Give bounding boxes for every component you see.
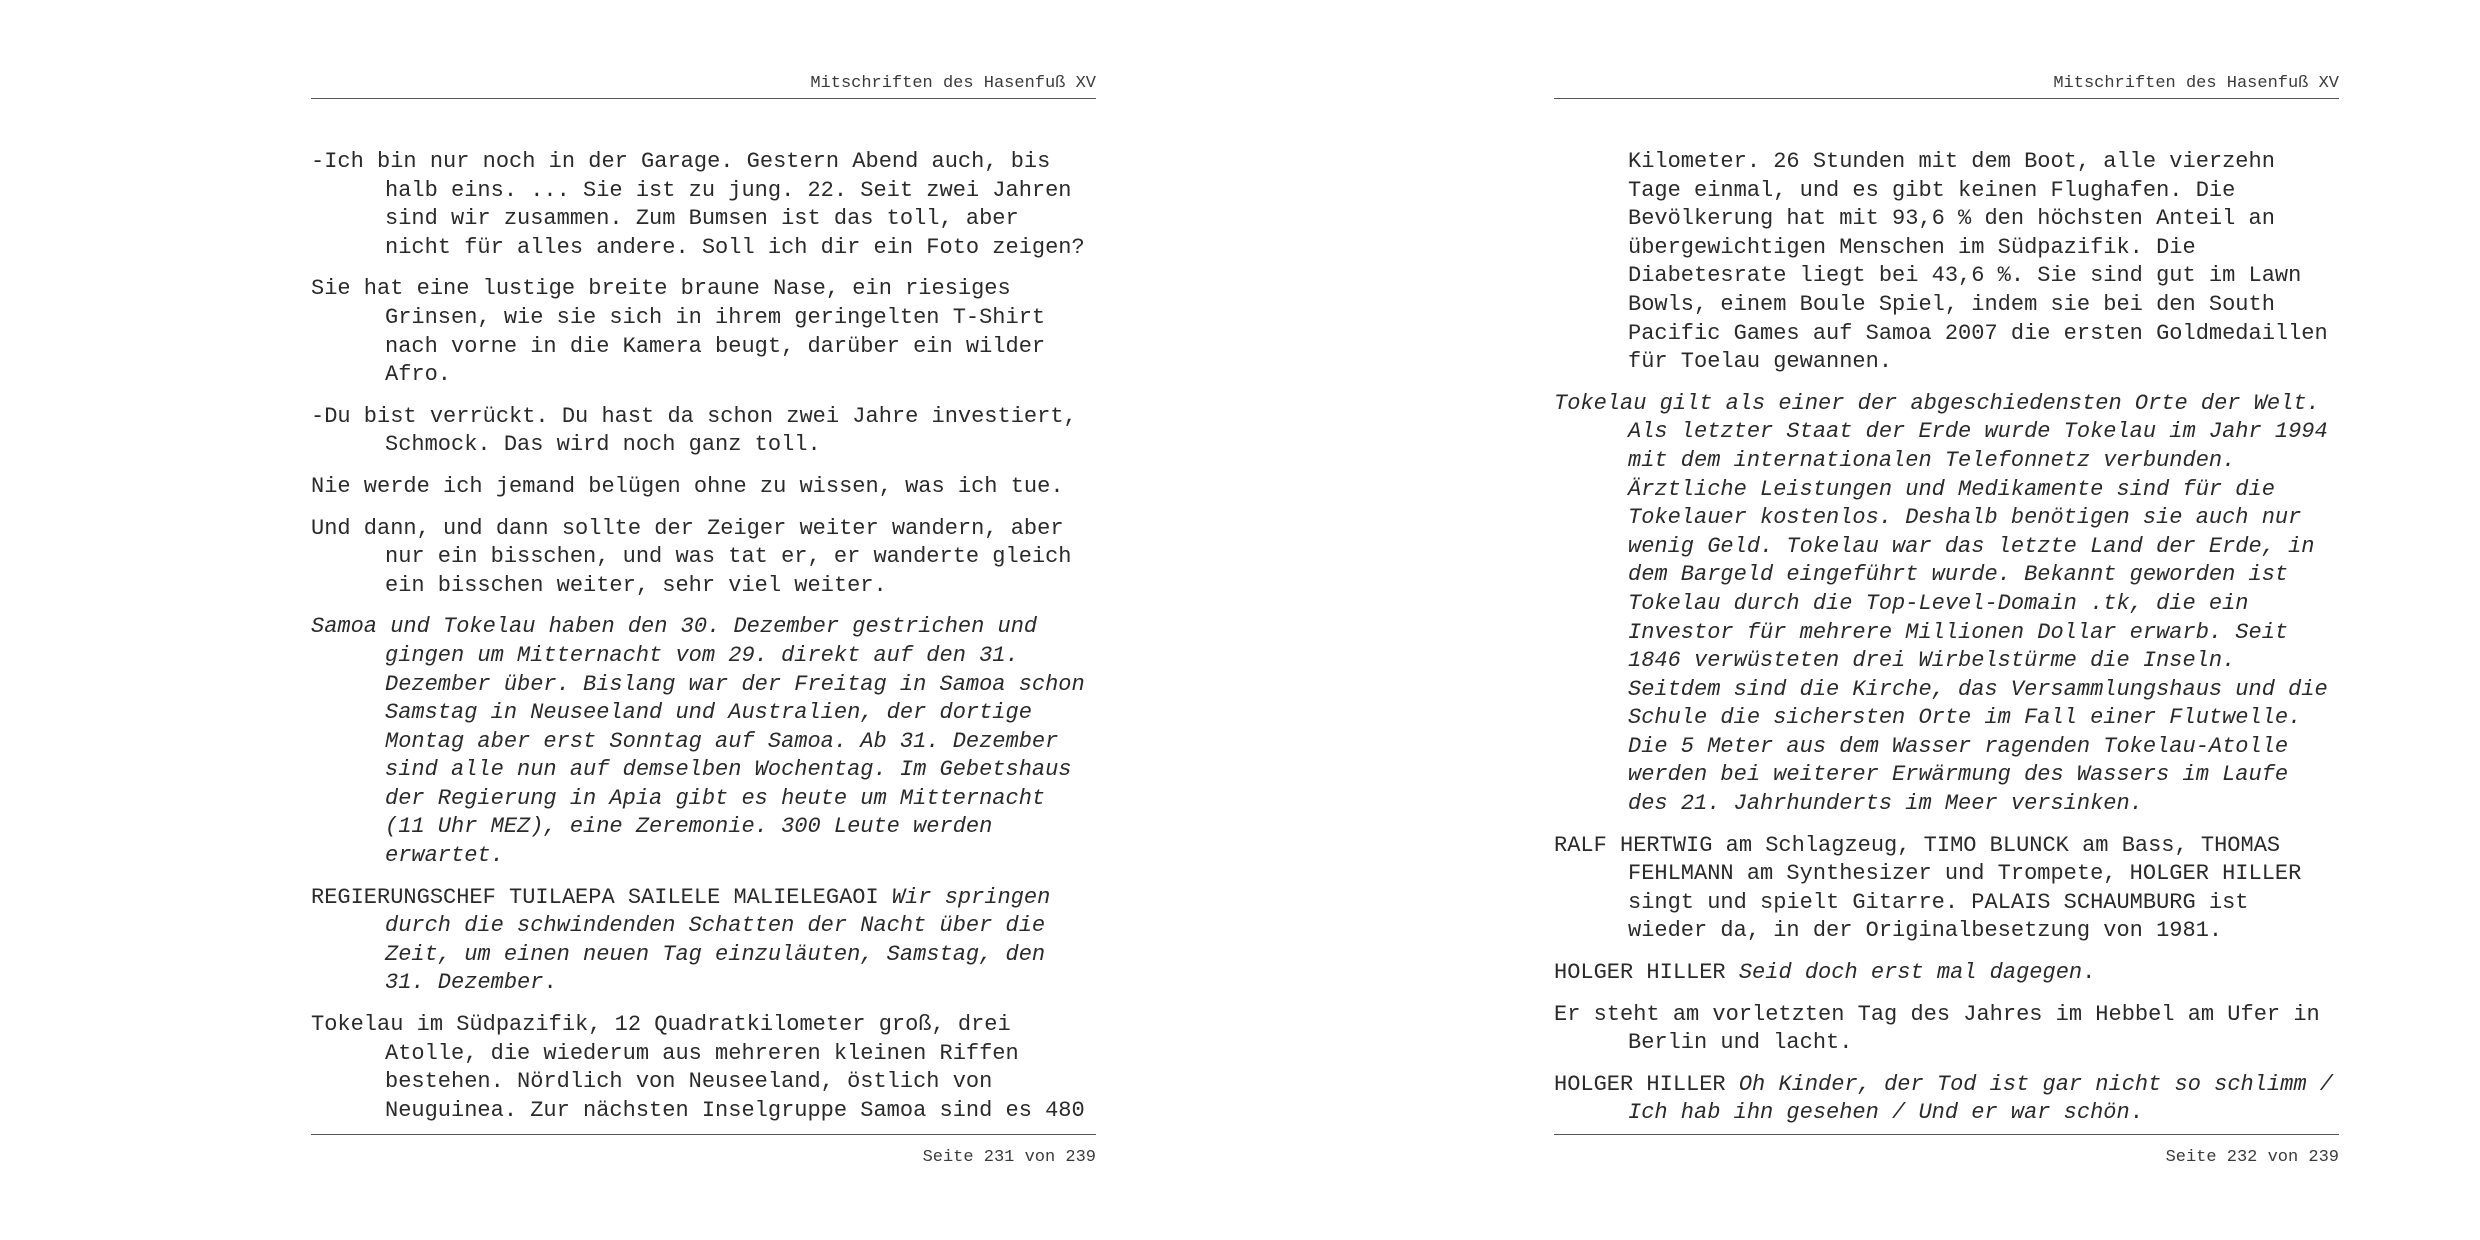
paragraph: Nie werde ich jemand belügen ohne zu wissen, was ich tue. [311, 473, 1064, 499]
page-body [1554, 148, 2339, 1141]
speech-text: Oh Kinder, der Tod ist gar nicht so schlimm / Ich hab ihn gesehen / Und er war schön [1628, 1071, 2333, 1126]
speech-tail: . [543, 970, 557, 996]
paragraph: -Ich bin nur noch in der Garage. Gestern Abend auch, bis halb eins. ... Sie ist zu jung. 22. Seit zwei Jahren sind wir zusammen. Zum Bumsen ist das toll, aber nicht für alles andere. Soll ich dir ein Foto zeigen? [311, 149, 1085, 260]
footer-rule [311, 1134, 1096, 1135]
speech-paragraph [1554, 959, 2339, 988]
speech-paragraph [311, 884, 1096, 998]
left-page [311, 0, 1096, 1240]
paragraph: Er steht am vorletzten Tag des Jahres im Hebbel am Ufer in Berlin und lacht. [1554, 1001, 2320, 1056]
header-rule [311, 98, 1096, 99]
speech-paragraph [1554, 1071, 2339, 1128]
paragraph: Tokelau im Südpazifik, 12 Quadratkilometer groß, drei Atolle, die wiederum aus mehreren kleinen Riffen bestehen. Nördlich von Neuseeland, östlich von Neuguinea. Zur nächsten Inselgruppe Samoa sind es 480 [311, 1012, 1085, 1123]
speaker-name: REGIERUNGSCHEF TUILAEPA SAILELE MALIELEGAOI [311, 884, 879, 910]
speech-text: Seid doch erst mal dagegen [1738, 960, 2083, 986]
paragraph: -Du bist verrückt. Du hast da schon zwei Jahre investiert, Schmock. Das wird noch ganz toll. [311, 403, 1077, 458]
speech-tail: . [2082, 960, 2096, 986]
page-header: Mitschriften des Hasenfuß XV [810, 74, 1096, 93]
footer-rule [1554, 1134, 2339, 1135]
speaker-name: HOLGER HILLER [1554, 960, 1726, 986]
page-number: Seite 232 von 239 [2165, 1148, 2339, 1167]
header-rule [1554, 98, 2339, 99]
right-page [1554, 0, 2339, 1240]
italic-paragraph: Samoa und Tokelau haben den 30. Dezember gestrichen und gingen um Mitternacht vom 29. direkt auf den 31. Dezember über. Bislang war der Freitag in Samoa schon Samstag in Neuseeland und Australien, der dortige Montag aber erst Sonntag auf Samoa. Ab 31. Dezember sind alle nun auf demselben Wochentag. Im Gebetshaus der Regierung in Apia gibt es heute um Mitternacht (11 Uhr MEZ), eine Zeremonie. 300 Leute werden erwartet. [311, 614, 1085, 869]
paragraph: RALF HERTWIG am Schlagzeug, TIMO BLUNCK am Bass, THOMAS FEHLMANN am Synthesizer und Trompete, HOLGER HILLER singt und spielt Gitarre. PALAIS SCHAUMBURG ist wieder da, in der Originalbesetzung von 1981. [1554, 832, 2302, 944]
page-header: Mitschriften des Hasenfuß XV [2053, 74, 2339, 93]
paragraph: Und dann, und dann sollte der Zeiger weiter wandern, aber nur ein bisschen, und was tat er, er wanderte gleich ein bisschen weiter, sehr viel weiter. [311, 515, 1072, 598]
page-body [311, 148, 1096, 1138]
paragraph: Sie hat eine lustige breite braune Nase, ein riesiges Grinsen, wie sie sich in ihrem geringelten T-Shirt nach vorne in die Kamera beugt, darüber ein wilder Afro. [311, 276, 1046, 388]
continued-paragraph: Kilometer. 26 Stunden mit dem Boot, alle vierzehn Tage einmal, und es gibt keinen Flughafen. Die Bevölkerung hat mit 93,6 % den höchsten Anteil an übergewichtigen Menschen im Südpazifik. Die Diabetesrate liegt bei 43,6 %. Sie sind gut im Lawn Bowls, einem Boule Spiel, indem sie bei den South Pacific Games auf Samoa 2007 die ersten Goldmedaillen für Toelau gewannen. [1628, 149, 2328, 375]
speech-tail: . [2129, 1100, 2143, 1126]
speaker-name: HOLGER HILLER [1554, 1071, 1726, 1097]
speech-text: Wir springen durch die schwindenden Schatten der Nacht über die Zeit, um einen neuen Tag einzuläuten, Samstag, den 31. Dezember [385, 884, 1051, 996]
page-number: Seite 231 von 239 [922, 1148, 1096, 1167]
italic-paragraph: Tokelau gilt als einer der abgeschiedensten Orte der Welt. Als letzter Staat der Erde wurde Tokelau im Jahr 1994 mit dem internationalen Telefonnetz verbunden. Ärztliche Leistungen und Medikamente sind für die Tokelauer kostenlos. Deshalb benötigen sie auch nur wenig Geld. Tokelau war das letzte Land der Erde, in dem Bargeld eingeführt wurde. Bekannt geworden ist Tokelau durch die Top-Level-Domain .tk, die ein Investor für mehrere Millionen Dollar erwarb. Seit 1846 verwüsteten drei Wirbelstürme die Inseln. Seitdem sind die Kirche, das Versammlungshaus und die Schule die sichersten Orte im Fall einer Flutwelle. Die 5 Meter aus dem Wasser ragenden Tokelau-Atolle werden bei weiterer Erwärmung des Wassers im Laufe des 21. Jahrhunderts im Meer versinken. [1554, 390, 2328, 817]
